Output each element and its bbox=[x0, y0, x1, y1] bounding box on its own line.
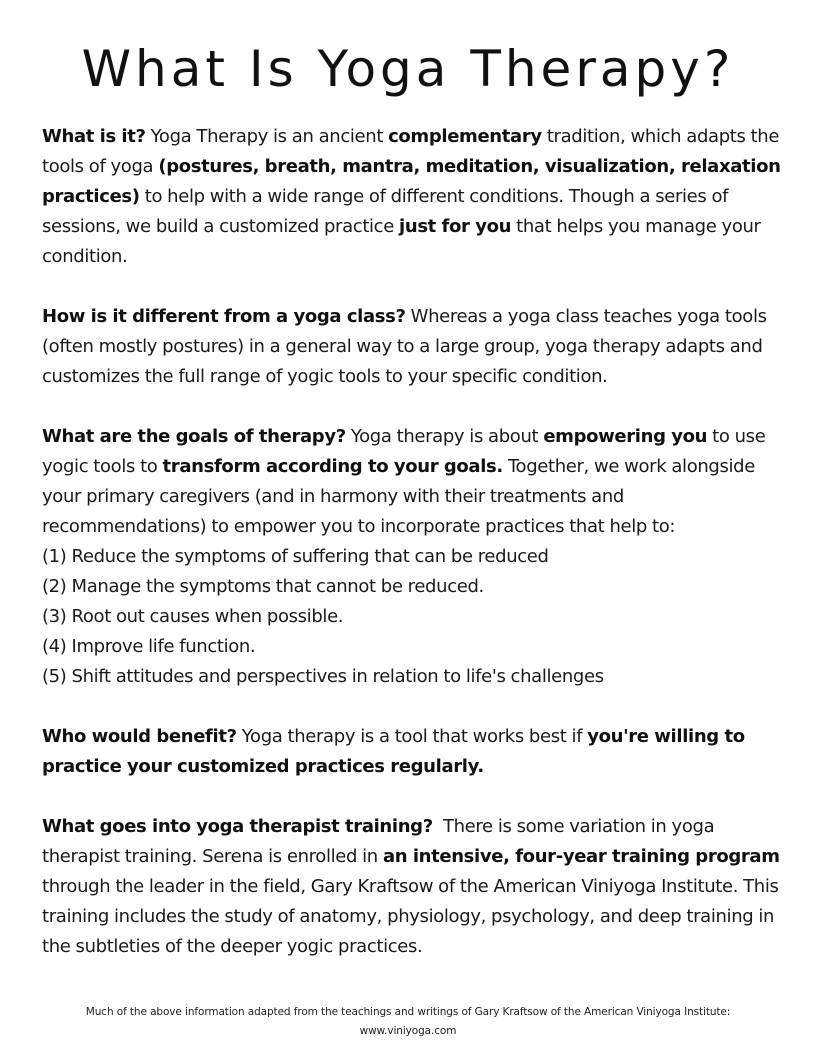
emphasis-text: an intensive, four-year training program bbox=[382, 846, 780, 867]
emphasis-text: you're willing to practice your customized practices regularly. bbox=[42, 726, 745, 777]
list-item: (2) Manage the symptoms that cannot be reduced. bbox=[42, 576, 484, 597]
footer-website-link[interactable]: www.viniyoga.com bbox=[359, 1025, 457, 1037]
paragraph-text: to use yogic tools to bbox=[42, 426, 766, 477]
section-benefit bbox=[42, 722, 787, 782]
list-item: (5) Shift attitudes and perspectives in relation to life's challenges bbox=[42, 666, 604, 687]
paragraph-text: Yoga therapy is a tool that works best if bbox=[236, 726, 588, 747]
emphasis-text: just for you bbox=[399, 216, 512, 237]
section-difference bbox=[42, 302, 787, 392]
paragraph-text: to help with a wide range of different conditions. Though a series of sessions, we build a customized practice bbox=[42, 186, 729, 237]
section-goals-paragraph bbox=[42, 422, 787, 542]
document-body bbox=[42, 122, 787, 992]
section-heading: What goes into yoga therapist training? bbox=[42, 816, 433, 837]
paragraph-text: There is some variation in yoga therapist training. Serena is enrolled in bbox=[42, 816, 720, 867]
section-difference-paragraph bbox=[42, 302, 787, 392]
section-training bbox=[42, 812, 787, 962]
paragraph-text: tradition, which adapts the tools of yoga bbox=[42, 126, 780, 177]
paragraph-text: that helps you manage your condition. bbox=[42, 216, 761, 267]
list-item: (4) Improve life function. bbox=[42, 636, 256, 657]
section-training-paragraph bbox=[42, 812, 787, 962]
emphasis-text: transform according to your goals. bbox=[162, 456, 503, 477]
section-heading: What is it? bbox=[42, 126, 146, 147]
emphasis-text: complementary bbox=[388, 126, 542, 147]
paragraph-text: Together, we work alongside your primary caregivers (and in harmony with their treatments and recommendations) to empower you to incorporate practices that help to: bbox=[42, 456, 755, 537]
paragraph-text: Whereas a yoga class teaches yoga tools (often mostly postures) in a general way to a large group, yoga therapy adapts and customizes the full range of yogic tools to your specific condition. bbox=[42, 306, 767, 387]
emphasis-text: (postures, breath, mantra, meditation, visualization, relaxation practices) bbox=[42, 156, 781, 207]
paragraph-text: through the leader in the field, Gary Kraftsow of the American Viniyoga Institute. This training includes the study of anatomy, physiology, psychology, and deep training in the subtleties of the deeper yogic practices. bbox=[42, 846, 785, 957]
section-benefit-paragraph bbox=[42, 722, 787, 782]
page-title: What Is Yoga Therapy? bbox=[81, 40, 735, 98]
section-goals bbox=[42, 422, 787, 692]
section-what-is-it-paragraph bbox=[42, 122, 787, 272]
section-heading: What are the goals of therapy? bbox=[42, 426, 346, 447]
section-heading: Who would benefit? bbox=[42, 726, 237, 747]
footer-attribution bbox=[0, 1003, 816, 1041]
goals-list bbox=[42, 542, 787, 692]
paragraph-text: Yoga Therapy is an ancient bbox=[145, 126, 389, 147]
section-what-is-it bbox=[42, 122, 787, 272]
list-item: (3) Root out causes when possible. bbox=[42, 606, 344, 627]
paragraph-text: Yoga therapy is about bbox=[345, 426, 544, 447]
section-heading: How is it different from a yoga class? bbox=[42, 306, 406, 327]
emphasis-text: empowering you bbox=[543, 426, 708, 447]
list-item: (1) Reduce the symptoms of suffering that can be reduced bbox=[42, 546, 549, 567]
footer-line: Much of the above information adapted from the teachings and writings of Gary Kraftsow of the American Viniyoga Institute: bbox=[85, 1006, 731, 1018]
